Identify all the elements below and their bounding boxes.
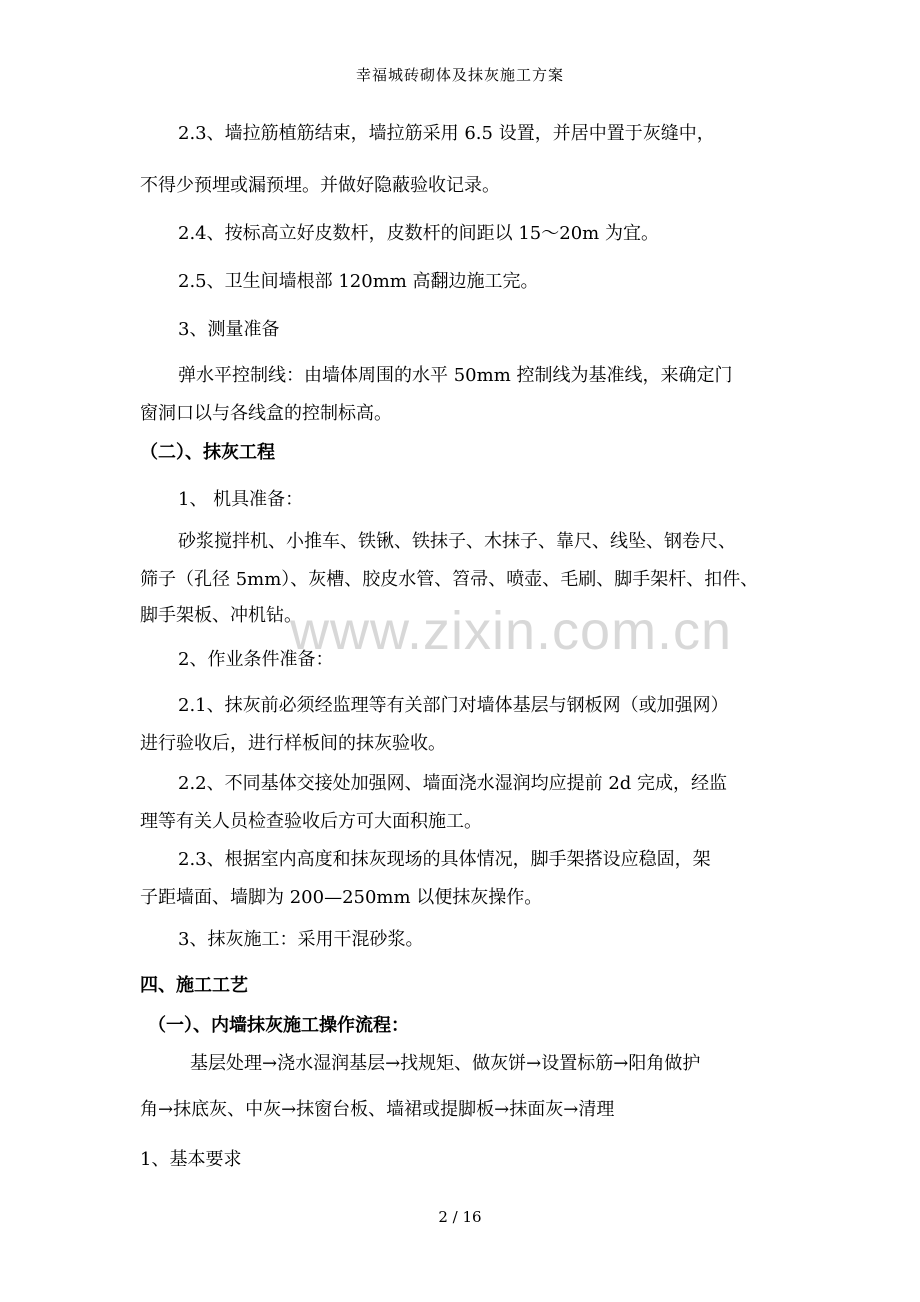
paragraph-line: 2.3、根据室内高度和抹灰现场的具体情况，脚手架搭设应稳固，架 — [178, 849, 711, 870]
paragraph-line: 基层处理→浇水湿润基层→找规矩、做灰饼→设置标筋→阳角做护 — [190, 1053, 701, 1074]
section-heading: （二）、抹灰工程 — [140, 442, 275, 463]
paragraph-line: 2.1、抹灰前必须经监理等有关部门对墙体基层与钢板网（或加强网） — [178, 695, 729, 716]
paragraph-line: 砂浆搅拌机、小推车、铁锹、铁抹子、木抹子、靠尺、线坠、钢卷尺、 — [178, 531, 736, 552]
paragraph-line: 脚手架板、冲机钻。 — [140, 605, 302, 626]
document-header: 幸福城砖砌体及抹灰施工方案 — [355, 66, 564, 84]
section-heading: （一）、内墙抹灰施工操作流程： — [148, 1015, 409, 1036]
section-heading: 3、测量准备 — [178, 319, 280, 340]
paragraph-line: 2.5、卫生间墙根部 120mm 高翻边施工完。 — [178, 271, 539, 292]
watermark: www.zixin.com.cn — [290, 601, 733, 661]
paragraph-line: 角→抹底灰、中灰→抹窗台板、墙裙或提脚板→抹面灰→清理 — [140, 1099, 615, 1120]
section-heading: 2、作业条件准备： — [178, 649, 334, 670]
section-heading: 1、基本要求 — [140, 1149, 242, 1170]
paragraph-line: 2.4、按标高立好皮数杆，皮数杆的间距以 15～20m 为宜。 — [178, 223, 659, 244]
paragraph-line: 3、抹灰施工：采用干混砂浆。 — [178, 929, 424, 950]
paragraph-line: 2.3、墙拉筋植筋结束，墙拉筋采用 6.5 设置，并居中置于灰缝中， — [178, 123, 715, 144]
paragraph-line: 弹水平控制线：由墙体周围的水平 50mm 控制线为基准线，来确定门 — [178, 365, 733, 386]
page-number: 2 / 16 — [438, 1208, 482, 1226]
paragraph-line: 筛子（孔径 5mm）、灰槽、胶皮水管、笤帚、喷壶、毛刷、脚手架杆、扣件、 — [140, 569, 759, 590]
paragraph-line: 子距墙面、墙脚为 200—250mm 以便抹灰操作。 — [140, 887, 543, 908]
paragraph-line: 窗洞口以与各线盒的控制标高。 — [140, 403, 392, 424]
paragraph-line: 理等有关人员检查验收后方可大面积施工。 — [140, 811, 482, 832]
paragraph-line: 不得少预埋或漏预埋。并做好隐蔽验收记录。 — [140, 175, 500, 196]
section-heading: 1、 机具准备： — [178, 489, 304, 510]
paragraph-line: 进行验收后，进行样板间的抹灰验收。 — [140, 733, 446, 754]
paragraph-line: 2.2、不同基体交接处加强网、墙面浇水湿润均应提前 2d 完成，经监 — [178, 773, 728, 794]
section-heading: 四、施工工艺 — [140, 975, 248, 996]
